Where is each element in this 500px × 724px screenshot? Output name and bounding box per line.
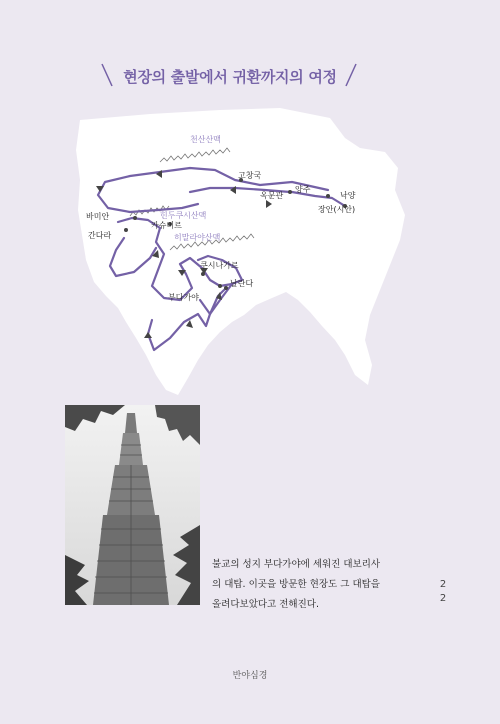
page-number bbox=[438, 578, 448, 606]
city-dot bbox=[288, 190, 292, 194]
page-number-digit: 2 bbox=[439, 593, 447, 604]
page-title: 현장의 출발에서 귀환까지의 여정 bbox=[123, 68, 337, 86]
label-luoyang: 낙양 bbox=[340, 191, 356, 200]
page-number-digit: 2 bbox=[439, 579, 447, 590]
label-changan: 장안(시안) bbox=[318, 205, 356, 214]
caption-line: 올려다보았다고 전해진다. bbox=[212, 599, 319, 610]
label-nalanda: 날란다 bbox=[230, 279, 254, 288]
title-block bbox=[0, 62, 500, 92]
label-tianshan: 천산산맥 bbox=[190, 135, 221, 144]
mahabodhi-temple-photo bbox=[65, 405, 200, 605]
city-dot bbox=[326, 194, 330, 198]
city-dot bbox=[133, 216, 137, 220]
photo-caption bbox=[212, 555, 402, 615]
footer-book-title: 반야심경 bbox=[232, 671, 268, 681]
label-himalaya: 히말라야산맥 bbox=[174, 233, 221, 242]
map-svg bbox=[60, 100, 500, 410]
label-kashmir: 카슈미르 bbox=[151, 221, 182, 230]
label-yangju: 양주 bbox=[295, 185, 311, 194]
label-bamiyan: 바미안 bbox=[86, 212, 110, 221]
label-bodhgaya: 부다가야 bbox=[168, 293, 199, 302]
city-dot bbox=[224, 286, 228, 290]
temple-photo-svg bbox=[65, 405, 200, 605]
label-hindukush: 힌두쿠시산맥 bbox=[160, 211, 207, 220]
label-gaochang: 고창국 bbox=[238, 171, 262, 180]
title-slash-right-icon bbox=[344, 62, 358, 88]
route-map bbox=[60, 100, 500, 410]
caption-line: 의 대탑. 이곳을 방문한 현장도 그 대탑을 bbox=[212, 579, 380, 590]
title-slash-left-icon bbox=[100, 62, 114, 88]
asia-landmass bbox=[76, 108, 405, 395]
city-dot bbox=[201, 272, 205, 276]
city-dot bbox=[124, 228, 128, 232]
label-okmungwan: 옥문관 bbox=[260, 191, 284, 200]
city-dot bbox=[218, 284, 222, 288]
label-kushinagar: 쿠시나가르 bbox=[200, 261, 239, 270]
label-gandhara: 간다라 bbox=[88, 231, 112, 240]
caption-line: 불교의 성지 부다가야에 세워진 대보리사 bbox=[212, 559, 381, 570]
